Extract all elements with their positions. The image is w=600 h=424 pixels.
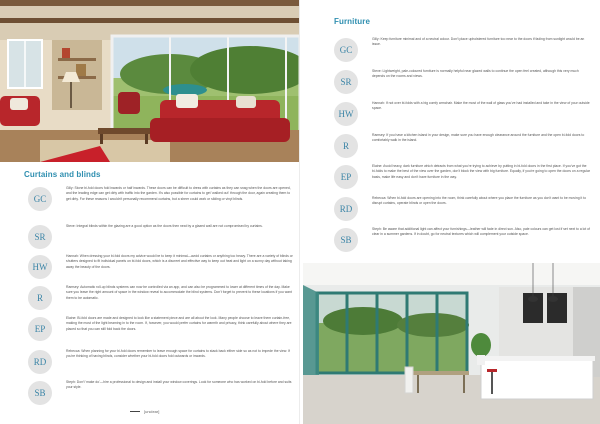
curtains-tip-gc [28,186,294,211]
tip-text: Steph: Don't 'make do'—hire a professional to design and install your window coverings. Look for someone who has worked on bi-fold before and suits your style. [66,380,292,390]
folio-rule [130,411,140,412]
curtains-tip-rd [28,349,294,374]
tip-text: Hannah: When dressing your bi-fold doors my advice would be to keep it minimal—avoid curtains or anything too heavy. There are a variety of blinds or shutters designed to fit individual panels on bi-fold doors, which is a discreet and effective way to keep out heat and light on a sunny day without taking away the beauty of the doors. [66,254,293,269]
curtains-tip-sr [28,224,294,249]
tip-text: Ramsey: If you have a kitchen island in your design, make sure you have enough clearance around the furniture and the open bi-fold doors to comfortably walk in the island. [372,133,585,143]
page-folio [130,409,159,414]
initials-badge: GC [334,38,358,62]
furniture-tip-sb [334,227,590,252]
kitchen-photo [303,263,600,424]
tip-text: Steve: Lightweight, pale-coloured furniture is normally helpful near glazed walls to continue the open feel created, although this very much depends on the rooms and views. [372,69,579,79]
furniture-tip-hw [334,101,590,126]
tip-text: Elaine: Bi-fold doors are made and designed to look like a statement piece and are all about the look. Many people choose to leave them curtain-free, making the most of the light beaming in to the room. If, however, you would prefer curtains for warmth and privacy, think carefully about where they are placed so that you can still fold back the doors. [66,316,292,331]
curtains-tip-r [28,285,294,310]
furniture-tip-rd [334,196,590,221]
tip-text: Steph: Be aware that additional light can affect your furnishings—leather will fade in direct sun. Also, pale colours can get lost if set next to a lot of clear in a summer gardens. If in doubt, go for neutral textures which will complement your outside space. [372,227,591,237]
initials-badge: HW [334,102,358,126]
initials-badge: SR [334,70,358,94]
tip-text: Rebecca: When bi-fold doors are opening into the room, think carefully about where you place the furniture as you don't want to be moving it to disrupt curtains, operate blinds or open the doors. [372,196,587,206]
furniture-tip-r [334,133,590,158]
initials-badge: HW [28,255,52,279]
initials-badge: EP [28,317,52,341]
initials-badge: R [28,286,52,310]
tip-text: Gilly: Stone bi-fold doors fold inwards or half inwards. These doors can be difficult to dress with curtains as they can snag when the doors are opened, and the leading edge can get dirty with traffic into the garden. It's also possible for curtains to get 'walked out' through the door, again creating them to get dirty. For these reasons I wouldn't personally recommend curtains, but a sheer could work or sliding or vinyl blinds. [66,186,291,201]
initials-badge: RD [28,350,52,374]
furniture-tip-ep [334,164,590,189]
curtains-tip-sb [28,380,294,405]
tip-text: Hannah: If not over bi-folds with a big comfy armchair. Make the most of the wall of glass you've had installed and take in the view of your outside space. [372,101,590,111]
furniture-tip-gc [334,37,590,62]
tip-text: Gilly: Keep furniture minimal and of a neutral colour. Don't place upholstered furniture too near to the doors if fading from sunlight would be an issue. [372,37,585,47]
living-room-photo [0,0,300,162]
initials-badge: GC [28,187,52,211]
tip-text: Elaine: Avoid heavy, dark furniture which detracts from what you're trying to achieve by putting in bi-fold doors in the first place. If you've got the bi-folds to make the best of the view over the garden, don't block the view with big furniture. Equally, if you're going to open the doors on a regular basis, make life easy and don't have furniture in the way. [372,164,590,179]
furniture-heading: Furniture [334,17,371,26]
initials-badge: RD [334,197,358,221]
furniture-tip-sr [334,69,590,94]
tip-text: Ramsey: Automatic roll-up blinds systems can now be controlled via an app, and can also be programmed to lower at different times of the day. Make sure you leave the right amount of space in the window reveal to accommodate the blind systems. Don't forget to prevent to these locations if you want them to be automatic. [66,285,292,300]
initials-badge: SR [28,225,52,249]
curtains-tip-hw [28,254,294,279]
tip-text: Steve: Integral blinds within the glazing are a good option as the doors then neat by a glazed wall are not compromised by curtains. [66,224,263,228]
page-number: [unclear] [144,409,160,414]
tip-text: Rebecca: When planning for your bi-fold doors remember to leave enough space for curtains to stack back either side so as not to impede the view. If you're thinking of having blinds, consider whether your bi-fold doors fold outwards or inwards. [66,349,290,359]
initials-badge: R [334,134,358,158]
initials-badge: SB [28,381,52,405]
initials-badge: SB [334,228,358,252]
curtains-heading: Curtains and blinds [24,170,101,179]
curtains-tip-ep [28,316,294,341]
initials-badge: EP [334,165,358,189]
